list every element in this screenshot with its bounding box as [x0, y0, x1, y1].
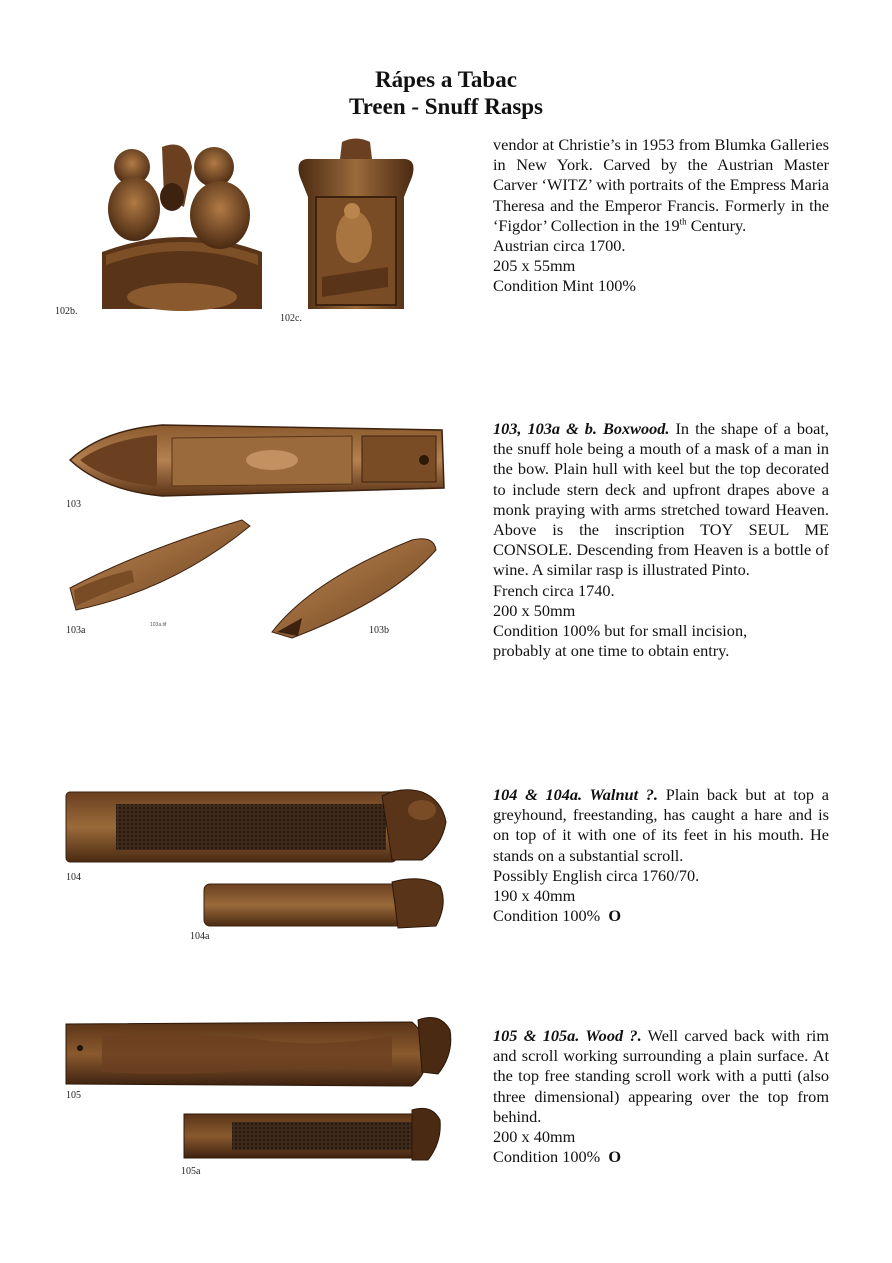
photo-104-group: [62, 786, 457, 936]
entry-104-description: Plain back but at top a greyhound, freestanding, has caught a hare and is on top of it with one of its feet in his mouth. He stands on a substantial scroll.: [493, 785, 830, 865]
entry-102-size: 205 x 55mm: [493, 256, 576, 276]
entry-103-text: [493, 419, 829, 661]
caption-105a: 105a: [181, 1166, 201, 1177]
entry-105-size: 200 x 40mm: [493, 1127, 576, 1147]
title-line-1: Rápes a Tabac: [375, 67, 517, 92]
entry-104-mark: O: [608, 906, 622, 926]
photo-102c: [292, 137, 420, 309]
entry-103-condition: Condition 100% but for small incision,: [493, 621, 748, 641]
entry-104-lead: 104 & 104a. Walnut ?.: [493, 785, 659, 804]
superscript-th: th: [679, 216, 687, 227]
entry-105-description: Well carved back with rim and scroll working surrounding a plain surface. At the top free standing scroll work with a putti (also three dimensional) appearing over the top from behind.: [493, 1026, 829, 1126]
caption-104a: 104a: [190, 931, 210, 942]
entry-105-mark: O: [608, 1147, 622, 1167]
entry-103-lead: 103, 103a & b. Boxwood.: [493, 419, 670, 438]
caption-103: 103: [66, 499, 81, 510]
entry-102-origin: Austrian circa 1700.: [493, 236, 626, 256]
entry-102-century: Century.: [686, 215, 747, 235]
caption-105: 105: [66, 1090, 81, 1101]
entry-104-origin: Possibly English circa 1760/70.: [493, 865, 700, 885]
entry-103-condition-note: probably at one time to obtain entry.: [493, 641, 730, 661]
entry-104-size: 190 x 40mm: [493, 886, 576, 906]
photo-103-group: [62, 410, 452, 644]
entry-102-condition: Condition Mint 100%: [493, 276, 636, 296]
caption-104: 104: [66, 872, 81, 883]
caption-102c: 102c.: [280, 313, 302, 324]
entry-103-description: In the shape of a boat, the snuff hole being a mouth of a mask of a man in the bow. Plain hull with keel but the top decorated to include stern deck and upfront drapes above a monk praying with arms stretched toward Heaven. Above is the inscription TOY SEUL ME CONSOLE. Descending from Heaven is a bottle of wine. A similar rasp is illustrated Pinto.: [493, 419, 829, 580]
entry-104-condition: Condition 100%: [493, 906, 601, 926]
caption-103a: 103a: [66, 625, 86, 636]
title-line-2: Treen - Snuff Rasps: [348, 94, 544, 119]
entry-103-size: 200 x 50mm: [493, 600, 576, 620]
entry-102-text: [493, 135, 829, 297]
entry-105-lead: 105 & 105a. Wood ?.: [493, 1026, 642, 1045]
caption-103b: 103b: [369, 625, 389, 636]
caption-102b: 102b.: [55, 306, 78, 317]
entry-104-text: [493, 785, 829, 926]
photo-102b: [92, 137, 272, 309]
image-filename-label: 103a.tif: [150, 622, 167, 628]
entry-102-description: vendor at Christie’s in 1953 from Blumka Galleries in New York. Carved by the Austrian Master Carver ‘WITZ’ with portraits of the Empress Maria Theresa and the Emperor Francis. Formerly in the ‘Figdor’ Collection in the 19: [493, 135, 829, 235]
entry-103-origin: French circa 1740.: [493, 580, 615, 600]
photo-105-group: [62, 1014, 457, 1166]
entry-105-condition: Condition 100%: [493, 1147, 601, 1167]
entry-105-text: [493, 1026, 829, 1167]
